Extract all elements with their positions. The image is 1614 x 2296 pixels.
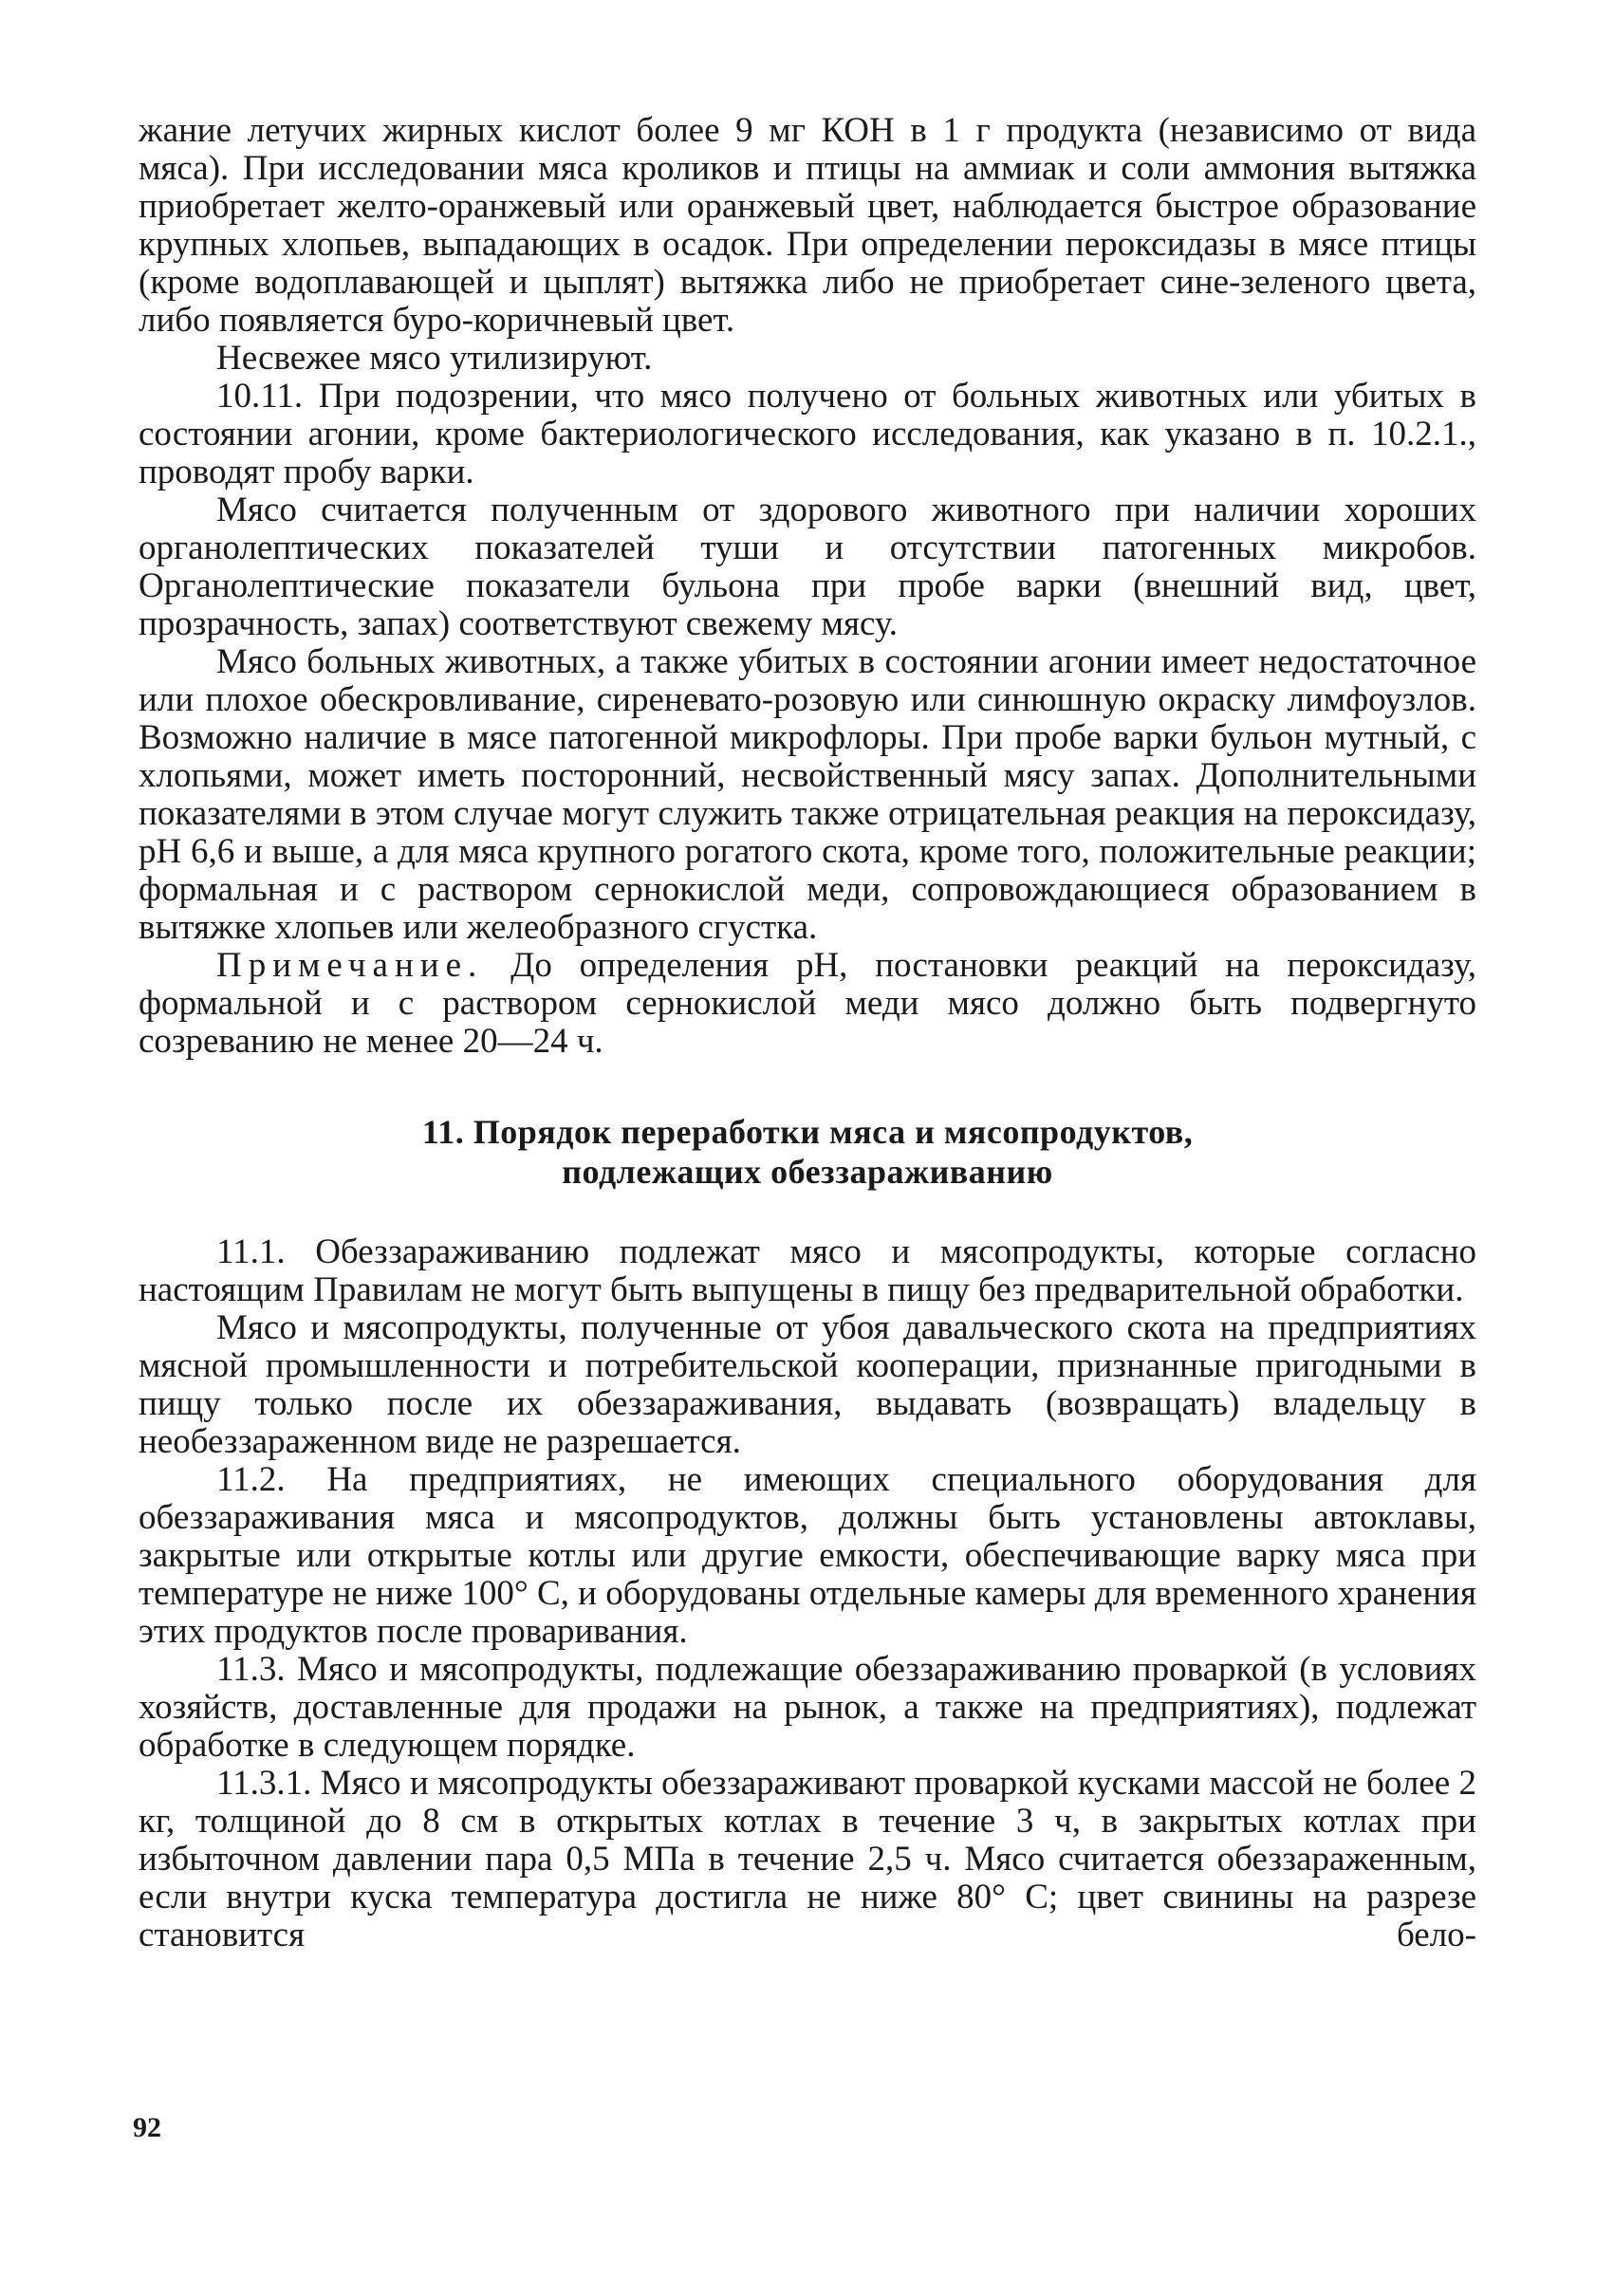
paragraph-continuation: жание летучих жирных кислот более 9 мг КОН в 1 г продукта (независимо от вида мяса). При исследовании мяса кроликов и птицы на аммиак и соли аммония вытяжка приобретает желто-оранжевый или оранжевый цвет, наблюдается быстрое образование крупных хлопьев, выпадающих в осадок. При определении пероксидазы в мясе птицы (кроме водоплавающей и цыплят) вытяжка либо не приобретает сине-зеленого цвета, либо появляется буро-коричневый цвет. (139, 111, 1476, 340)
note-lead: Примечание. (216, 946, 484, 985)
paragraph-healthy-animal: Мясо считается полученным от здорового животного при наличии хороших органолептических показателей туши и отсутствии патогенных микробов. Органолептические показатели бульона при пробе варки (внешний вид, цвет, прозрачность, запах) соответствуют свежему мясу. (139, 491, 1476, 643)
paragraph-11-3: 11.3. Мясо и мясопродукты, подлежащие обеззараживанию проваркой (в условиях хозяйств, доставленные для продажи на рынок, а также на предприятиях), подлежат обработке в следующем порядке. (139, 1650, 1476, 1765)
section-heading-line-2: подлежащих обеззараживанию (562, 1153, 1053, 1191)
paragraph-customer-cattle: Мясо и мясопродукты, полученные от убоя давальческого скота на предприятиях мясной промышленности и потребительской кооперации, признанные пригодными в пищу только после их обеззараживания, выдавать (возвращать) владельцу в необеззараженном виде не разрешается. (139, 1308, 1476, 1461)
paragraph-11-1: 11.1. Обеззараживанию подлежат мясо и мясопродукты, которые согласно настоящим Правилам не могут быть выпущены в пищу без предварительной обработки. (139, 1232, 1476, 1309)
paragraph-11-2: 11.2. На предприятиях, не имеющих специального оборудования для обеззараживания мяса и мясопродуктов, должны быть установлены автоклавы, закрытые или открытые котлы или другие емкости, обеспечивающие варку мяса при температуре не ниже 100° С, и оборудованы отдельные камеры для временного хранения этих продуктов после проваривания. (139, 1460, 1476, 1651)
paragraph-spoiled-meat: Несвежее мясо утилизируют. (216, 339, 653, 378)
note-paragraph (139, 947, 1476, 1061)
page-number: 92 (133, 2112, 161, 2143)
section-heading (139, 1112, 1476, 1192)
note-text: До определения рН, постановки реакций на пероксидазу, формальной и с раствором сернокислой меди мясо должно быть подвергнуто созреванию не менее 20—24 ч. (139, 946, 1476, 1061)
document-page (139, 112, 1476, 1954)
section-heading-line-1: 11. Порядок переработки мяса и мясопродуктов, (421, 1113, 1194, 1151)
paragraph-10-11: 10.11. При подозрении, что мясо получено от больных животных или убитых в состоянии агонии, кроме бактериологического исследования, как указано в п. 10.2.1., проводят пробу варки. (139, 377, 1476, 491)
paragraph-sick-animal: Мясо больных животных, а также убитых в состоянии агонии имеет недостаточное или плохое обескровливание, сиреневато-розовую или синюшную окраску лимфоузлов. Возможно наличие в мясе патогенной микрофлоры. При пробе варки бульон мутный, с хлопьями, может иметь посторонний, несвойственный мясу запах. Дополнительными показателями в этом случае могут служить также отрицательная реакция на пероксидазу, рН 6,6 и выше, а для мяса крупного рогатого скота, кроме того, положительные реакции; формальная и с раствором сернокислой меди, сопровождающиеся образованием в вытяжке хлопьев или желеобразного сгустка. (139, 642, 1476, 947)
paragraph-11-3-1: 11.3.1. Мясо и мясопродукты обеззараживают проваркой кусками массой не более 2 кг, толщиной до 8 см в открытых котлах в течение 3 ч, в закрытых котлах при избыточном давлении пара 0,5 МПа в течение 2,5 ч. Мясо считается обеззараженным, если внутри куска температура достигла не ниже 80° С; цвет свинины на разрезе становится бело- (139, 1764, 1476, 1954)
